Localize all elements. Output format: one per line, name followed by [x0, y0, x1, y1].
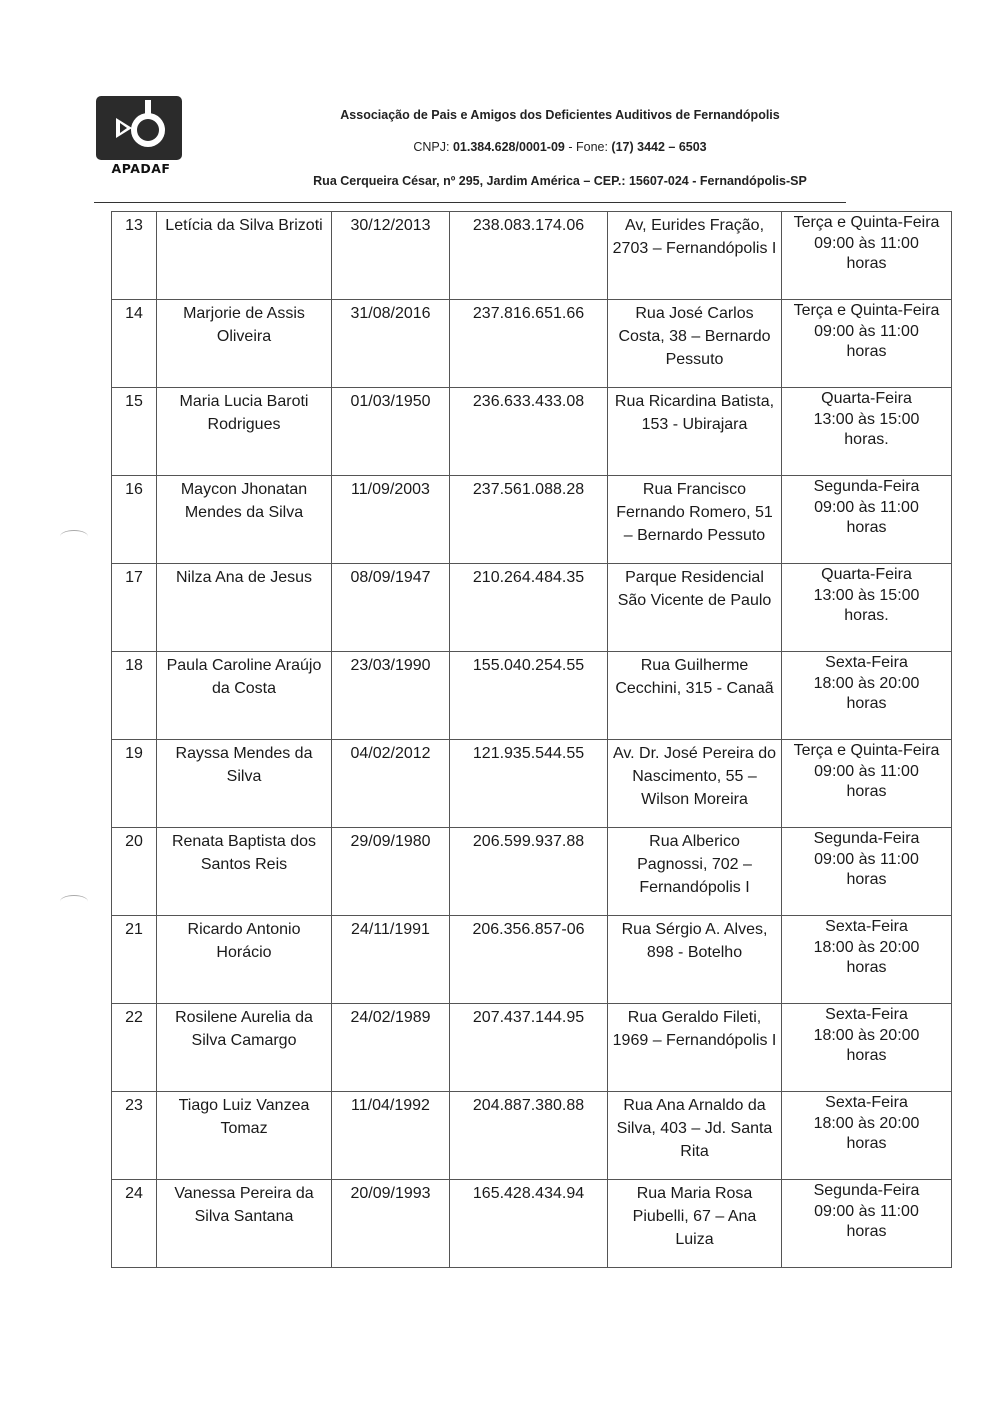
participant-name: Maria Lucia Baroti Rodrigues: [157, 388, 332, 476]
schedule: [782, 740, 952, 828]
address: Av. Dr. José Pereira do Nascimento, 55 – Wilson Moreira: [608, 740, 782, 828]
schedule-day: Segunda-Feira: [813, 1182, 920, 1199]
logo-wordmark: APADAF: [111, 161, 171, 176]
document-number: 121.935.544.55: [450, 740, 608, 828]
birth-date: 08/09/1947: [332, 564, 450, 652]
row-number: 19: [112, 740, 157, 828]
schedule-day: Terça e Quinta-Feira: [793, 214, 940, 231]
birth-date: 20/09/1993: [332, 1180, 450, 1268]
schedule: [782, 388, 952, 476]
participant-name: Vanessa Pereira da Silva Santana: [157, 1180, 332, 1268]
schedule: [782, 212, 952, 300]
schedule-day: Terça e Quinta-Feira: [793, 302, 940, 319]
address: Rua Geraldo Fileti, 1969 – Fernandópolis I: [608, 1004, 782, 1092]
birth-date: 24/11/1991: [332, 916, 450, 1004]
schedule-unit: horas: [846, 1047, 887, 1064]
schedule-time: 09:00 às 11:00: [814, 498, 919, 516]
table-row: [112, 1004, 952, 1092]
schedule: [782, 300, 952, 388]
schedule-day: Quarta-Feira: [821, 566, 912, 583]
schedule-day: Sexta-Feira: [825, 654, 908, 671]
schedule-time: 09:00 às 11:00: [814, 234, 919, 252]
table-row: [112, 388, 952, 476]
schedule-time: 18:00 às 20:00: [813, 1026, 920, 1044]
row-number: 21: [112, 916, 157, 1004]
schedule-unit: horas.: [844, 431, 889, 448]
org-name: Associação de Pais e Amigos dos Deficientes Auditivos de Fernandópolis: [340, 108, 780, 122]
row-number: 14: [112, 300, 157, 388]
birth-date: 29/09/1980: [332, 828, 450, 916]
schedule: [782, 828, 952, 916]
document-number: 165.428.434.94: [450, 1180, 608, 1268]
schedule-time: 09:00 às 11:00: [814, 762, 919, 780]
schedule: [782, 1004, 952, 1092]
schedule-time: 09:00 às 11:00: [814, 850, 919, 868]
address: Rua Sérgio A. Alves, 898 - Botelho: [608, 916, 782, 1004]
document-number: 237.816.651.66: [450, 300, 608, 388]
participant-name: Rayssa Mendes da Silva: [157, 740, 332, 828]
address: Parque Residencial São Vicente de Paulo: [608, 564, 782, 652]
address: Rua Francisco Fernando Romero, 51 – Bernardo Pessuto: [608, 476, 782, 564]
schedule-unit: horas: [846, 959, 887, 976]
address: Rua Alberico Pagnossi, 702 – Fernandópolis I: [608, 828, 782, 916]
table-row: [112, 740, 952, 828]
scan-mark: [60, 530, 88, 543]
schedule-time: 18:00 às 20:00: [813, 1114, 920, 1132]
row-number: 23: [112, 1092, 157, 1180]
schedule-unit: horas.: [844, 607, 889, 624]
schedule-day: Segunda-Feira: [813, 478, 920, 495]
row-number: 24: [112, 1180, 157, 1268]
document-number: 206.599.937.88: [450, 828, 608, 916]
table-row: [112, 212, 952, 300]
schedule-unit: horas: [846, 255, 887, 272]
address-line: Rua Cerqueira César, nº 295, Jardim América – CEP.: 15607-024 - Fernandópolis-SP: [313, 174, 807, 188]
schedule: [782, 476, 952, 564]
schedule-day: Sexta-Feira: [825, 1094, 908, 1111]
document-number: 204.887.380.88: [450, 1092, 608, 1180]
schedule-unit: horas: [846, 695, 887, 712]
document-number: 210.264.484.35: [450, 564, 608, 652]
document-number: 238.083.174.06: [450, 212, 608, 300]
schedule-unit: horas: [846, 343, 887, 360]
schedule-time: 18:00 às 20:00: [813, 938, 920, 956]
schedule-time: 13:00 às 15:00: [813, 410, 920, 428]
schedule-unit: horas: [846, 1135, 887, 1152]
row-number: 18: [112, 652, 157, 740]
scan-mark: [60, 895, 88, 908]
table-row: [112, 300, 952, 388]
phone-value: (17) 3442 – 6503: [611, 140, 707, 154]
schedule-day: Sexta-Feira: [825, 918, 908, 935]
table-row: [112, 828, 952, 916]
schedule-unit: horas: [846, 871, 887, 888]
cnpj-value: 01.384.628/0001-09: [452, 140, 565, 154]
row-number: 17: [112, 564, 157, 652]
birth-date: 30/12/2013: [332, 212, 450, 300]
table-row: [112, 652, 952, 740]
document-number: 206.356.857-06: [450, 916, 608, 1004]
participant-table: [111, 211, 952, 1268]
address: Rua Ricardina Batista, 153 - Ubirajara: [608, 388, 782, 476]
schedule-day: Segunda-Feira: [813, 830, 920, 847]
document-number: 236.633.433.08: [450, 388, 608, 476]
schedule-unit: horas: [846, 519, 887, 536]
header-divider: [94, 202, 846, 203]
document-number: 155.040.254.55: [450, 652, 608, 740]
schedule-day: Sexta-Feira: [825, 1006, 908, 1023]
address: Rua Maria Rosa Piubelli, 67 – Ana Luiza: [608, 1180, 782, 1268]
address: Rua Guilherme Cecchini, 315 - Canaã: [608, 652, 782, 740]
address: Rua Ana Arnaldo da Silva, 403 – Jd. Santa Rita: [608, 1092, 782, 1180]
table-row: [112, 564, 952, 652]
address: Rua José Carlos Costa, 38 – Bernardo Pessuto: [608, 300, 782, 388]
address: Av, Eurides Fração, 2703 – Fernandópolis I: [608, 212, 782, 300]
participant-name: Letícia da Silva Brizoti: [157, 212, 332, 300]
birth-date: 04/02/2012: [332, 740, 450, 828]
birth-date: 11/04/1992: [332, 1092, 450, 1180]
table-row: [112, 1092, 952, 1180]
participant-name: Tiago Luiz Vanzea Tomaz: [157, 1092, 332, 1180]
participant-name: Rosilene Aurelia da Silva Camargo: [157, 1004, 332, 1092]
row-number: 16: [112, 476, 157, 564]
row-number: 22: [112, 1004, 157, 1092]
contact-line: [240, 140, 880, 154]
participant-name: Ricardo Antonio Horácio: [157, 916, 332, 1004]
row-number: 20: [112, 828, 157, 916]
row-number: 13: [112, 212, 157, 300]
birth-date: 01/03/1950: [332, 388, 450, 476]
schedule: [782, 564, 952, 652]
schedule: [782, 652, 952, 740]
cnpj-label: CNPJ:: [413, 140, 453, 154]
schedule-unit: horas: [846, 783, 887, 800]
birth-date: 11/09/2003: [332, 476, 450, 564]
birth-date: 31/08/2016: [332, 300, 450, 388]
schedule-time: 09:00 às 11:00: [814, 1202, 919, 1220]
document-number: 207.437.144.95: [450, 1004, 608, 1092]
participant-name: Marjorie de Assis Oliveira: [157, 300, 332, 388]
schedule-time: 18:00 às 20:00: [813, 674, 920, 692]
schedule-time: 09:00 às 11:00: [814, 322, 919, 340]
participant-name: Paula Caroline Araújo da Costa: [157, 652, 332, 740]
table-row: [112, 1180, 952, 1268]
participant-name: Nilza Ana de Jesus: [157, 564, 332, 652]
participant-name: Renata Baptista dos Santos Reis: [157, 828, 332, 916]
row-number: 15: [112, 388, 157, 476]
schedule-unit: horas: [846, 1223, 887, 1240]
birth-date: 23/03/1990: [332, 652, 450, 740]
phone-label: - Fone:: [564, 140, 612, 154]
schedule: [782, 1180, 952, 1268]
schedule-day: Quarta-Feira: [821, 390, 912, 407]
schedule: [782, 916, 952, 1004]
schedule-day: Terça e Quinta-Feira: [793, 742, 940, 759]
schedule: [782, 1092, 952, 1180]
table-row: [112, 476, 952, 564]
participant-name: Maycon Jhonatan Mendes da Silva: [157, 476, 332, 564]
document-number: 237.561.088.28: [450, 476, 608, 564]
table-row: [112, 916, 952, 1004]
birth-date: 24/02/1989: [332, 1004, 450, 1092]
schedule-time: 13:00 às 15:00: [813, 586, 920, 604]
